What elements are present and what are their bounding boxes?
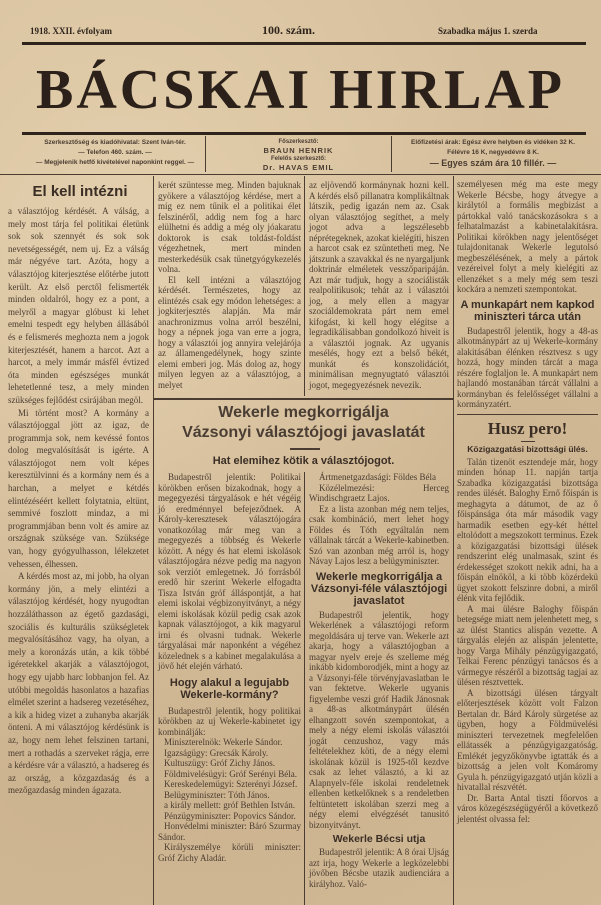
info-editors — [206, 138, 391, 172]
paragraph: az eljövendő kormánynak hozni kell. A kérdés első pillanatra komplikáltnak látszik, pedig igazán nem az. Csak olyan választójog segíthet, a mely jogot adva a legszélesebb néprétegeknek, azokat kielégíti, hiszen a harcot csak ez szüntetheti meg. Ne játszunk a szavakkal és ne nyargaljunk doktrinár elméletek vesszőparipáján. Azt már tudjuk, hogy a szociálisták realpolitikusok; tehát az i választói jog, a mely ellen a magyar szociáldemokrata párt nem emel kifogást, ki kell hogy elégítse a legradikálisabban gondolkozó hiveit is a választói jognak. Az ugyanis mesélés, hogy ezt a belső békét, munkát és konszolidációt, minimálisan megnyugtató választói jogot, megegyezésnek nevezik. — [309, 180, 449, 390]
paragraph: személyesen még ma este megy Wekerle Bécsbe, hogy átvegye a királytól a formális megbizást a pártokkal való tanácskozásokra s a felhatalmazást a kabinetalakításra. Politikai körökben nagy jelentőséget tulajdonitanak Wekerle legutolsó megbeszélésének, a mely a pártok vezéreivel folyt a mely kielégiti az ellenzéket s a mely még sem teszi kockára a nemzeti szempontokat. — [457, 179, 598, 294]
subheadline-kozigazgatasi: Közigazgatási bizottsági ülés. — [467, 443, 588, 454]
divider — [391, 136, 392, 172]
cabinet-item: Pénzügyminiszter: Popovics Sándor. — [164, 810, 296, 821]
single-copy-price: — Egyes szám ára 10 fillér. — — [429, 158, 557, 168]
article-munkapart — [457, 326, 598, 410]
cabinet-item: Honvédelmi miniszter: Báró Szurmay Sándor. — [158, 821, 301, 842]
cabinet-item: Földmivelésügyi: Gróf Serényi Béla. — [164, 768, 297, 779]
article-main-col3 — [309, 472, 449, 567]
volume-label: 1918. XXII. évfolyam — [30, 26, 112, 36]
paragraph: A kérdés most az, mi jobb, ha olyan kormány jön, a mely elintézi a választójog kérdését, hogy nyugodtan hozzáláthasson az égető gazdasági, szociális és kulturális szükségletek megvalósításához vagy, ha olyan, a mely a koronázás után, a kik többé igéretekkel akarják a választójogot, hogy egy ujabb harc lobbanjon fel. Az utóbbi megoldás hasonlatos a hazafias elmélet szerint a hadsereg vezetéséhez, a kik a hideg vizet a zuhanyba akarják önteni. A mi választójog kérdésünk is az, hogy nem lehet felszinen tartani, mert a rothadás a szerveket rágja, erre a kérdésre vár a választó, a hadsereg és az ország, a közgazdaság és a mezőgazdaság minden ágazata. — [8, 571, 149, 796]
divider — [290, 448, 320, 450]
paragraph: Budapestről jelentik, hogy Wekerlének a választójogi reform megoldására uj terve van. Wekerle azt akarja, hogy a választójogban a magyar nyelv ereje és szelleme még inkább kidomborodjék, mint a hogy az a Vázsonyi-féle törvényjavaslatban le van fektetve. Wekerle ugyanis figyelembe veszi gróf Hadik Jánosnak a 48-as alkotmánypárt ülésén elhangzott sovén szempontokat, a mely a négy elemi iskolás választói jogát cenzushoz, vagy más feltételekhez köti, de a négy elemi iskolának közül is 1925-től kezdve csak az lehet választó, a ki az Alapnyelv-féle iskolai rendeletnek ellenben ketkelőknek s a rendeletben feltüntetett iskolában szerzi meg a négy elemi elvégzését tanusitó bizonyitványt. — [309, 609, 449, 830]
article-el-kell-col1 — [8, 205, 149, 797]
headline-hogy-alakul: Hogy alakul a legujabb Wekerle-kormány? — [169, 676, 290, 701]
paragraph: Ártmenetgazdasági: Földes Béla — [319, 472, 436, 482]
main-headline-line1: Wekerle megkorrigálja — [218, 404, 389, 421]
column-4 — [457, 179, 598, 824]
article-main-col2 — [158, 472, 301, 672]
column-3-lower — [309, 472, 449, 889]
cabinet-item: Igazságügy: Grecsák Károly. — [164, 747, 269, 758]
column-divider — [453, 176, 454, 905]
headline-el-kell-intezni: El kell intézni — [32, 183, 128, 200]
divider — [521, 441, 535, 442]
info-prices — [393, 138, 593, 168]
paragraph: Budapestről jelentik, hogy politikai körökben az uj Wekerle-kabinetet igy kombinálják: — [158, 705, 301, 737]
masthead-title: BÁCSKAI HIRLAP — [36, 59, 565, 121]
cabinet-item: Királyszemélye körüli miniszter: Gróf Zichy Aladár. — [158, 842, 301, 863]
info-publisher — [25, 138, 205, 168]
article-hogy-alakul — [158, 706, 301, 864]
cabinet-item: Miniszterelnök: Wekerle Sándor. — [164, 737, 283, 747]
cabinet-item: Kultuszügy: Gróf Zichy János. — [164, 758, 275, 768]
cabinet-item: Belügyminiszter: Tóth János. — [164, 789, 270, 800]
info-schedule: — Megjelenik hetfő kivételével naponkint reggel. — — [35, 159, 195, 166]
issue-number: 100. szám. — [262, 23, 315, 37]
paragraph: Közélelmezési: Herceg Windischgraetz Lajos. — [309, 482, 449, 503]
article-husz-pero — [457, 457, 598, 825]
editor-in-chief: BRAUN HENRIK — [263, 145, 334, 155]
main-subheadline: Hat elemihez kötik a választójogot. — [212, 455, 395, 467]
headline-becsi-utja: Wekerle Bécsi utja — [332, 833, 426, 845]
article-becsi-utja — [309, 847, 449, 889]
article-vazsonyi-fele — [309, 610, 449, 831]
column-divider — [304, 176, 305, 396]
paragraph: El kell intézni a választójog kérdését. Természetes, hogy az elintézés csak egy módon lehetséges: a jogkiterjesztés alapján. Ma már anachronizmus volna arról beszélni, hogy a népnek joga van erre a jogra, hogy a választói jog annyira velejárója az államengedélynek, hogy szinte elemi emberi jog. Más dolog az, hogy milyen legyen az a választójog, a melyet — [158, 274, 301, 390]
paragraph: Talán tizenöt esztendeje már, hogy minden hónap 11. napján tartja Szabadka közigazgatási bizottsága rendes ülését. Baloghy Ernő főispán is meghagyta a dátumot, de az ő főispánsága óta már második vagy harmadik esetben egy-két héttel eltolódott a megszokott terminus. Ezek a közigazgatási bizottsági ülések rendszerint elég unalmasak, szint és érdekességet szokott nekik adni, ha a főispán elnököl, a ki több közérdekü ügyet szokott felszinre dobni, a miről élénk vita fejlődik. — [457, 456, 598, 603]
responsible-editor: Dr. HAVAS EMIL — [262, 162, 335, 172]
cabinet-item: a király mellett: gróf Bethlen István. — [164, 800, 295, 810]
divider — [154, 398, 453, 400]
article-el-kell-col3 — [309, 180, 449, 390]
paragraph: Budapestről jelentik: Politikai körökben erősen bizakodnak, hogy a megegyezési tárgyalások e hét végéig jó eredménnyel befejeződnek. A Károly-keresztesek választójogára vonatkozólag már meg van a megegyezés a többség és Wekerle között. A négy és hat elemi iskolások választójogára nézve pedig ma nagyon sok verziót emlegetnek. Jó forrásból eredő hir szerint Wekerle elfogadta Tisza István gróf álláspontját, a hat elemi iskolai végbizonyitványt, a négy elemi iskolásak közül pedig csak azok kapnak választójogot, a kik magyarul irni és olvasni tudnak. Wekerle tárgyalásai már naponként a végéhez közelednek s a kabinet megalakulása a jövő hét elején várható. — [158, 472, 301, 671]
subscription-half: Félévre 16 K, negyedévre 8 K. — [447, 149, 539, 156]
article-col4-top — [457, 179, 598, 295]
masthead-bottom-rule — [22, 132, 586, 135]
paragraph: A mai ülésre Baloghy főispán betegsége miatt nem jelenhetett meg, s az ülést Stantics alispán vezette. A tárgyalás elején az alispán jelentette, hogy Varga Mihály pénzügyigazgató, Telkai Ferenc pénzügyi tanácsos és a vármegye részéről a bizottság tagjai az ülésen résztvettek. — [457, 603, 598, 687]
main-headline — [154, 403, 453, 443]
masthead-top-rule — [22, 42, 586, 45]
column-divider — [304, 472, 305, 905]
divider — [457, 414, 598, 415]
column-divider — [153, 176, 154, 905]
article-el-kell-col2 — [158, 180, 301, 390]
divider — [0, 174, 601, 175]
cabinet-item: Kereskedelemügyi: Szterényi József. — [164, 779, 298, 789]
paragraph: Ez a lista azonban még nem teljes, csak kombináció, mert lehet hogy Földes és Tóth egyáltalán nem vállalnak tárcát a Wekerle-kabinetben. Szó van azonban még arról is, hogy Návay Lajos lesz a belügyminiszter. — [309, 503, 449, 566]
paragraph: kerét szüntesse meg. Minden bajuknak gyökere a választójog kérdése, mert a míg ez nem tűnik el a politikai élet felszinéről, addig nem fog a harc elülhetni és addig a még oly jóakaratu doktorok is csak toldást-foldást végezhetnek, mert minden mesterkedésük csak tünetgyógykezelés volna. — [158, 180, 301, 274]
paragraph: Budapestről jelentik: A 8 órai Ujság azt irja, hogy Wekerle a legközelebbi jövőben Bécsbe utazik audienciára a királyhoz. Való- — [309, 847, 449, 889]
paragraph: A bizottsági ülésen tárgyalt előterjesztések között volt Falzon Bertalan dr. Bárd Károly sürgetése az ügyben, hogy a Földmüvelési miniszteri tervezetnek megfelelően ellátassék a pénzügyigazgatóság. Emlékét jegyzőkönyvbe igtatták és a bizottság a jelen volt Komáromy Gyula h. pénzügyigazgató utján közli a hivatallal részvétét. — [457, 687, 598, 792]
info-phone: — Telefon 460. szám. — — [78, 149, 152, 156]
paragraph: Mi történt most? A kormány a választójoggal jött az igaz, de programmja sok, nem kevéssé fontos dolog megvalósítását is igérte. A választójogot nem volt képes keresztülvinni és a kormány nem és a harchan, a melyet e kétdés elintézéséért kellett folytatnia, eltünt, semmivé foszlott mindaz, a mi programmjában benn volt és amire az országnak szüksége van. Szüksége van, hogy gyógyulhasson, lélekzetet vehessen, élhessen. — [8, 407, 149, 569]
column-2-lower — [158, 472, 301, 863]
subscription-price: Előfizetési árak: Egész évre helyben és vidéken 32 K. — [410, 139, 576, 146]
headline-husz-pero: Husz pero! — [487, 418, 568, 438]
paragraph: a választójog kérdését. A válság, a mely most tárja fel politikai életünk sok sok szennyét és sok sok nevetségességét, nem uj. Ez a válság már négyéve tart. Azóta, hogy a választójog kiterjesztése előtérbe jutott került. Az első perctől felismerték minden oldalról, hogy ez a pont, a melyről a magyar glóbust ki lehet emelni tespedt egy helyben állásából és e felismerés meghozta nem a jogok kiterjesztését, hanem a harcot. Azt a harcot, a mely immár másfél évtized óta minden egészséges munkát lehetetlenné tesz, a mely minden szükséges fejlődést csirájában megöl. — [8, 206, 149, 405]
headline-vazsonyi-fele: Wekerle megkorrigálja a Vázsonyi-féle választójogi javaslatot — [310, 570, 448, 607]
paragraph: Dr. Barta Antal tiszti főorvos a város közegészségügyéről a következő jelentést olvassa fel: — [457, 792, 598, 824]
headline-munkapart: A munkapárt nem kapkod miniszteri tárca után — [460, 298, 595, 323]
responsible-editor-label: Felelős szerkesztő: — [270, 156, 327, 162]
paragraph: Budapestről jelentik, hogy a 48-as alkotmánypárt az uj Wekerle-kormány alakitásában élénken résztvesz s ugy hozzá, hogy minden tárcát a maga részére foglaljon le. A munkapárt nem hajlandó mostanában tárcát vállalni a kormányban és felelősséget vállalni a kormányzatért. — [457, 325, 598, 409]
place-date: Szabadka május 1. szerda — [438, 26, 538, 36]
main-headline-line2: Vázsonyi választójogi javaslatát — [182, 424, 425, 441]
editor-in-chief-label: Főszerkesztő: — [278, 139, 319, 145]
info-office: Szerkesztőség és kiadóhivatal: Szent Iván-tér. — [44, 139, 186, 146]
